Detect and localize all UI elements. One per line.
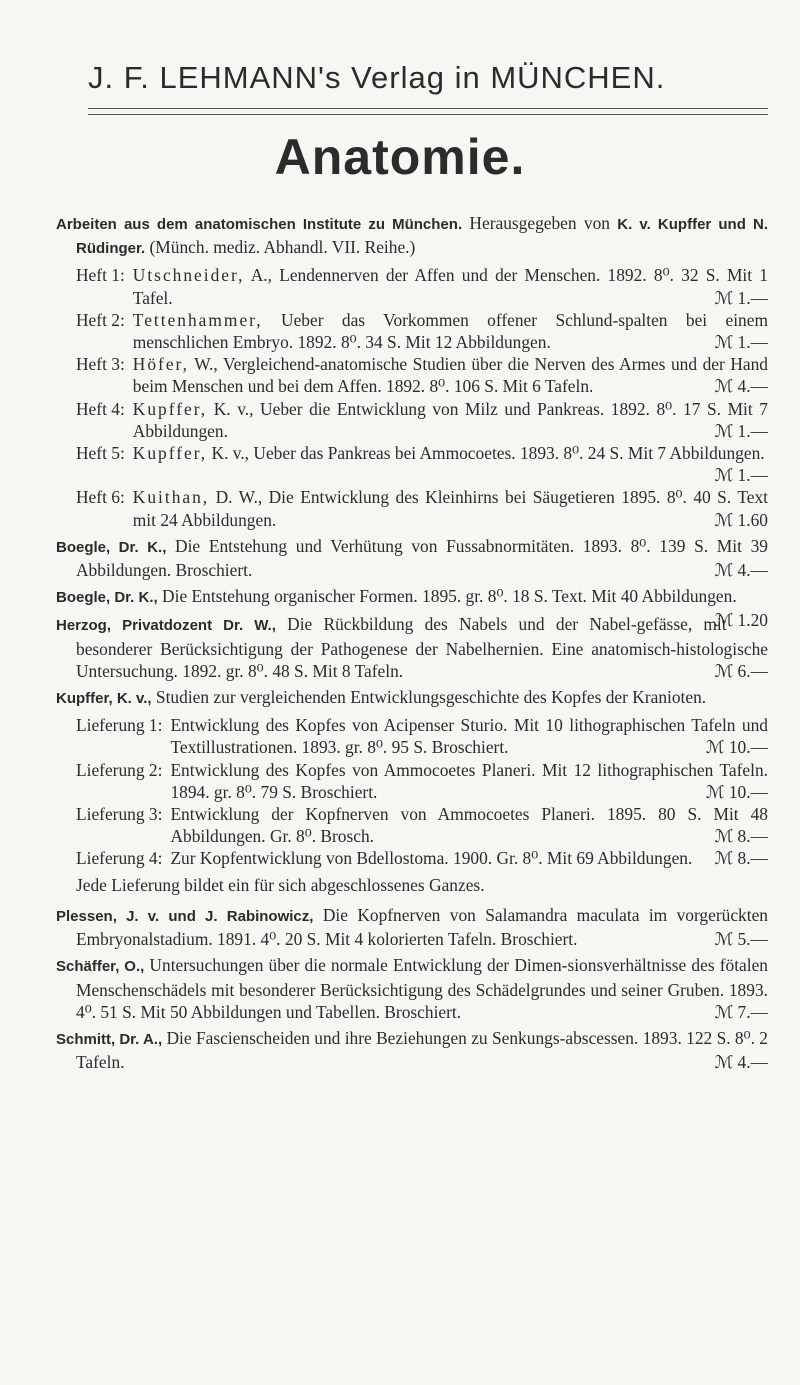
price: ℳ 5.—: [714, 929, 768, 950]
list-item: Heft 4: Kupffer, K. v., Ueber die Entwicklung von Milz und Pankreas. 1892. 8⁰. 17 S. Mit 7 Abbildungen. ℳ 1.—: [76, 398, 768, 441]
list-item: Heft 3: Höfer, W., Vergleichend-anatomische Studien über die Nerven des Armes und der Hand beim Menschen und bei dem Affen. 1892. 8⁰. 106 S. Mit 6 Tafeln. ℳ 4.—: [76, 354, 768, 397]
entry-editors: K. v. Kupffer und N. Rüdinger.: [76, 216, 768, 258]
entry-schmitt: [56, 1027, 768, 1073]
price: ℳ 8.—: [714, 848, 768, 869]
heft-list: [76, 264, 768, 530]
price: ℳ 8.—: [714, 826, 768, 847]
price: ℳ 4.—: [714, 376, 768, 397]
entry-text: Die Entstehung organischer Formen. 1895. gr. 8⁰. 18 S. Text. Mit 40 Abbildungen.: [157, 586, 737, 607]
lieferung-note: Jede Lieferung bildet ein für sich abgeschlossenes Ganzes.: [76, 874, 485, 895]
entry-author: Kupffer, K. v.,: [56, 690, 152, 708]
page-title: Anatomie.: [274, 129, 526, 185]
entry-text: Herausgegeben von: [462, 213, 618, 233]
entry-author: Schmitt, Dr. A.,: [56, 1030, 163, 1048]
list-item: Lieferung 2: Entwicklung des Kopfes von Ammocoetes Planeri. Mit 12 lithographischen Tafeln. 1894. gr. 8⁰. 79 S. Broschiert. ℳ 10.—: [76, 759, 768, 802]
entry-kupffer: [56, 686, 768, 710]
price: ℳ 10.—: [705, 737, 768, 758]
list-item: Lieferung 1: Entwicklung des Kopfes von Acipenser Sturio. Mit 10 lithographischen Tafeln und Textillustrationen. 1893. gr. 8⁰. 95 S. Broschiert. ℳ 10.—: [76, 715, 768, 758]
list-item: Lieferung 4: Zur Kopfentwicklung von Bdellostoma. 1900. Gr. 8⁰. Mit 69 Abbildungen. ℳ 8.—: [76, 848, 768, 869]
price: ℳ 1.—: [714, 465, 768, 486]
price: ℳ 1.—: [714, 332, 768, 353]
entry-series: (Münch. mediz. Abhandl. VII. Reihe.): [145, 237, 416, 258]
entry-herzog: [56, 613, 768, 682]
lieferung-list: [76, 714, 768, 869]
entry-text: Die Entstehung und Verhütung von Fussabnormitäten. 1893. 8⁰. 139 S. Mit 39 Abbildungen. Broschiert.: [76, 535, 768, 581]
entry-schaeffer: [56, 954, 768, 1023]
entry-arbeiten: [56, 212, 768, 260]
list-item: Heft 1: Utschneider, A., Lendennerven der Affen und der Menschen. 1892. 8⁰. 32 S. Mit 1 Tafel. ℳ 1.—: [76, 265, 768, 308]
entry-boegle-1: [56, 535, 768, 581]
price: ℳ 1.—: [714, 287, 768, 308]
list-item: Lieferung 3: Entwicklung der Kopfnerven von Ammocoetes Planeri. 1895. 80 S. Mit 48 Abbildungen. Gr. 8⁰. Brosch. ℳ 8.—: [76, 804, 768, 847]
entry-author: Schäffer, O.,: [56, 958, 145, 976]
price: ℳ 1.60: [714, 509, 768, 530]
entry-text: Die Rückbildung des Nabels und der Nabel-gefässe, mit besonderer Berücksichtigung der Pathogenese der Nabelhernien. Eine anatomisch-histologische Untersuchung. 1892. gr. 8⁰. 48 S. Mit 8 Tafeln.: [76, 614, 768, 681]
list-item: Heft 5: Kupffer, K. v., Ueber das Pankreas bei Ammocoetes. 1893. 8⁰. 24 S. Mit 7 Abbildungen. ℳ 1.—: [76, 443, 768, 486]
entry-text: Die Kopfnerven von Salamandra maculata im vorgerückten Embryonalstadium. 1891. 4⁰. 20 S. Mit 4 kolorierten Tafeln. Broschiert.: [76, 904, 768, 950]
entry-author: Plessen, J. v. und J. Rabinowicz,: [56, 907, 314, 925]
entry-plessen: [56, 904, 768, 950]
entry-author: Arbeiten aus dem anatomischen Institute zu München.: [56, 216, 463, 233]
entry-author: Boegle, Dr. K.,: [56, 589, 158, 607]
price: ℳ 7.—: [714, 1001, 768, 1022]
price: ℳ 1.20: [714, 610, 768, 631]
list-item: Heft 2: Tettenhammer, Ueber das Vorkommen offener Schlund-spalten bei einem menschlichen Embryo. 1892. 8⁰. 34 S. Mit 12 Abbildungen. ℳ 1.—: [76, 309, 768, 353]
list-item: Heft 6: Kuithan, D. W., Die Entwicklung des Kleinhirns bei Säugetieren 1895. 8⁰. 40 S. Text mit 24 Abbildungen. ℳ 1.60: [76, 487, 768, 530]
price: ℳ 6.—: [714, 660, 768, 681]
catalog-body: [56, 212, 768, 1077]
price: ℳ 4.—: [714, 560, 768, 581]
price: ℳ 1.—: [714, 420, 768, 441]
entry-text: Die Fascienscheiden und ihre Beziehungen zu Senkungs-abscessen. 1893. 122 S. 8⁰. 2 Tafeln.: [76, 1027, 768, 1073]
entry-text: Untersuchungen über die normale Entwicklung der Dimen-sionsverhältnisse des fötalen Menschenschädels mit besonderer Berücksichtigung des Schädelgrundes und seiner Gruben. 1893. 4⁰. 51 S. Mit 50 Abbildungen und Tabellen. Broschiert.: [76, 955, 768, 1022]
entry-author: Boegle, Dr. K.,: [56, 538, 167, 556]
entry-author: Herzog, Privatdozent Dr. W.,: [56, 617, 276, 635]
price: ℳ 4.—: [714, 1052, 768, 1073]
price: ℳ 10.—: [705, 781, 768, 802]
header-divider: [88, 108, 768, 115]
publisher-header: J. F. LEHMANN's Verlag in MÜNCHEN.: [88, 60, 666, 95]
entry-text: Studien zur vergleichenden Entwicklungsgeschichte des Kopfes der Kranioten.: [151, 687, 707, 708]
